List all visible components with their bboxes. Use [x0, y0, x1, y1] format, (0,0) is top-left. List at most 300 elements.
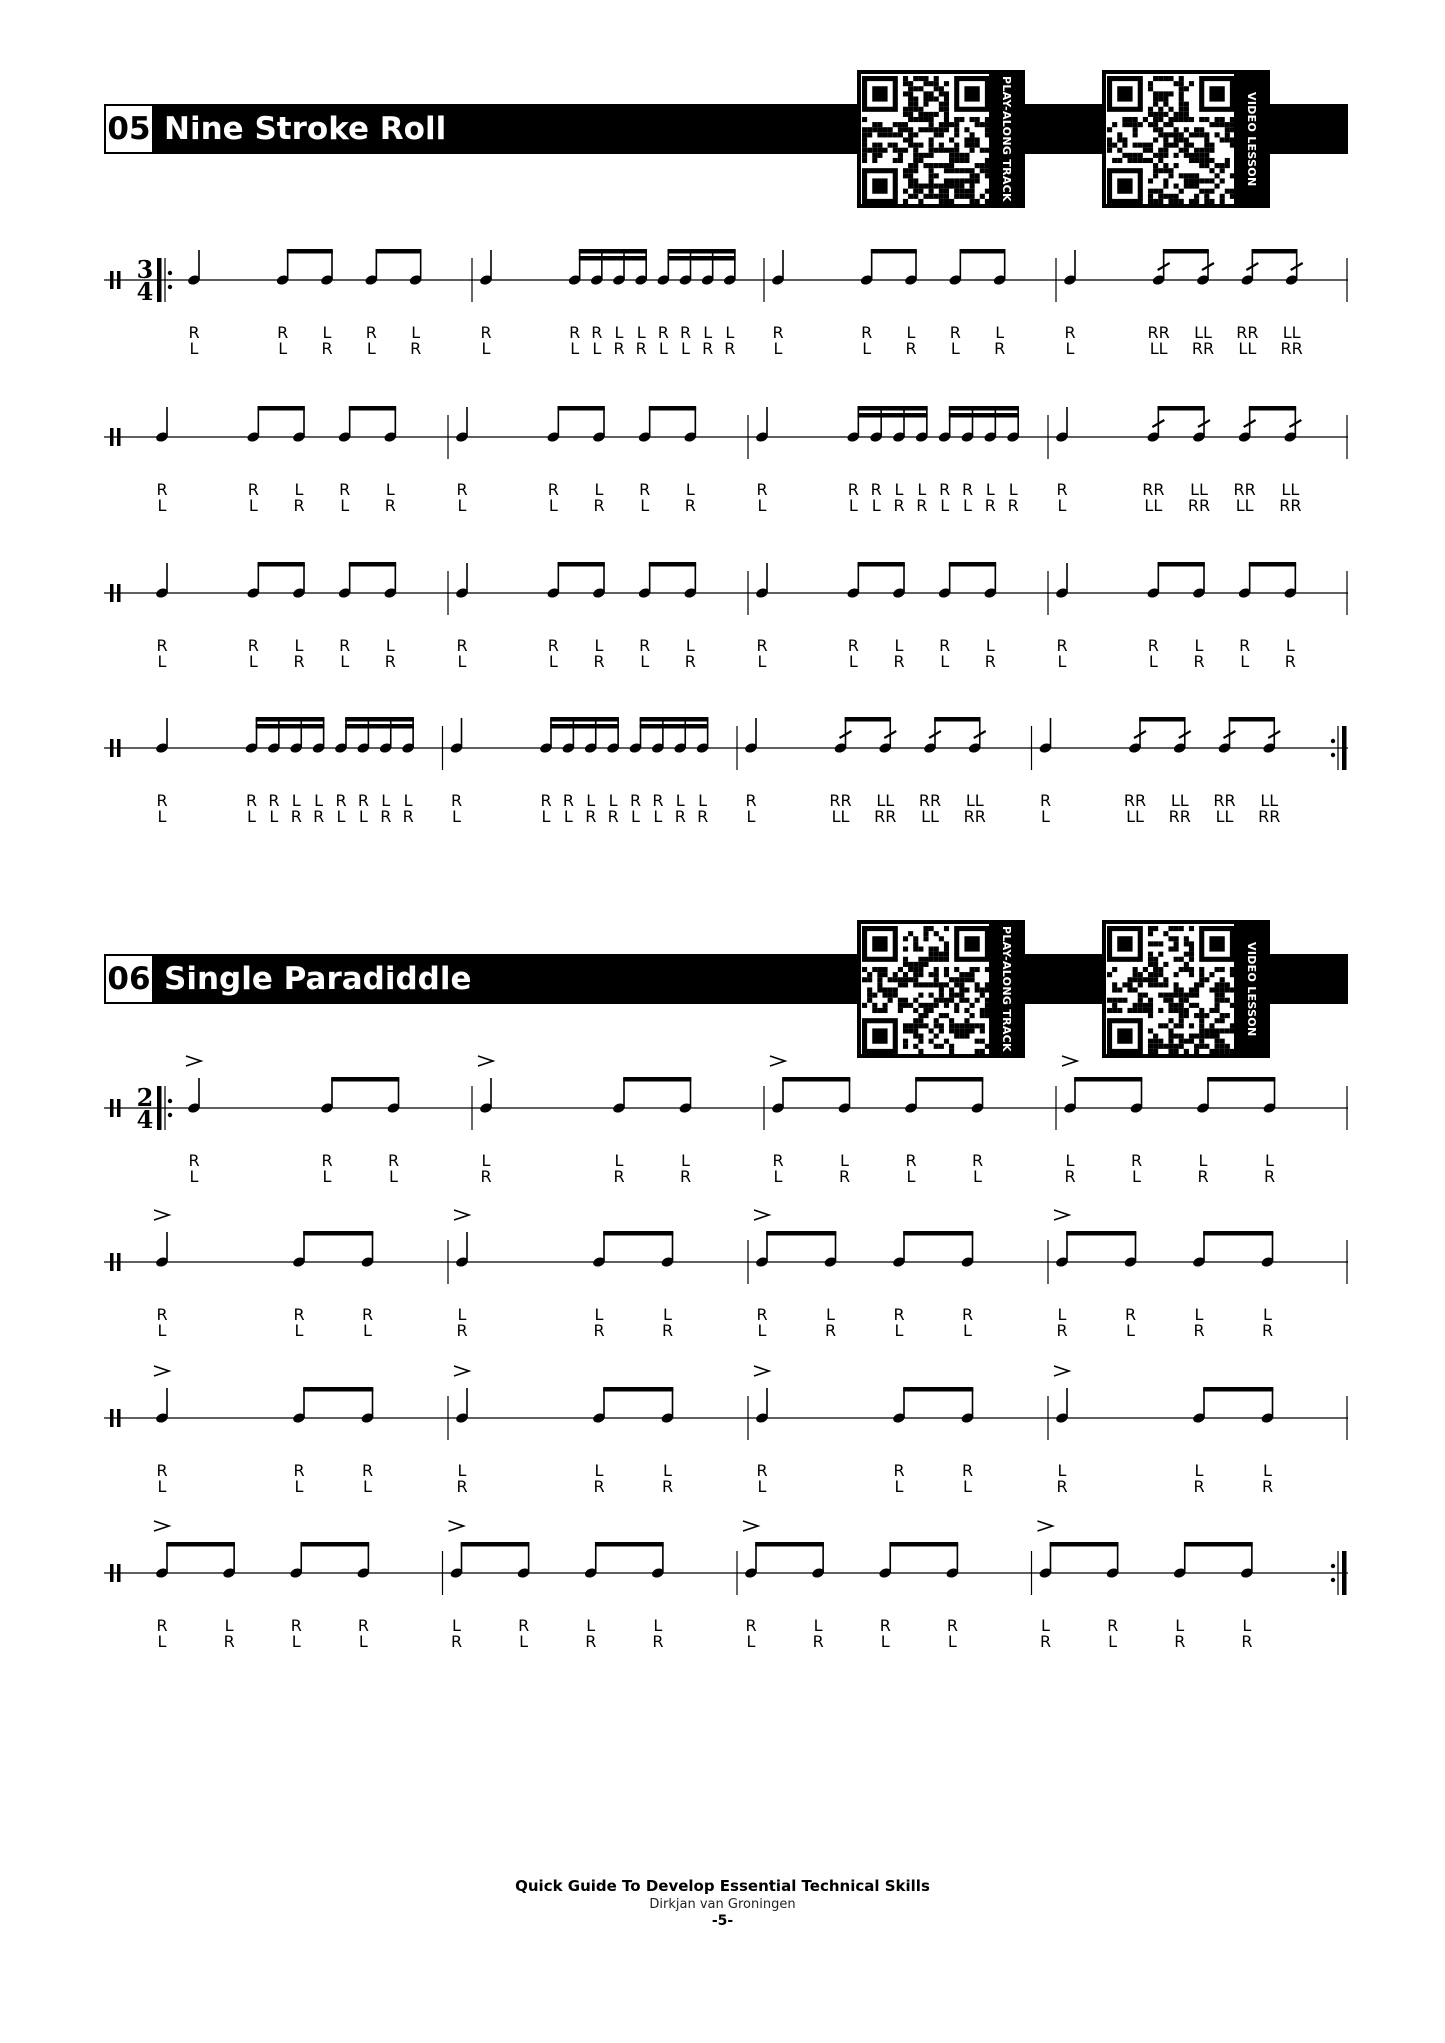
beam	[258, 562, 305, 567]
qr-module	[877, 967, 882, 972]
sticking-top: R	[1056, 636, 1068, 655]
sticking-top: L	[1175, 1616, 1185, 1635]
qr-module	[903, 1044, 908, 1049]
qr-module	[1174, 987, 1179, 992]
qr-module	[918, 1018, 923, 1023]
sticking-top: L	[681, 1151, 690, 1170]
video-lesson-qr[interactable]	[1102, 70, 1270, 208]
qr-module	[985, 189, 989, 194]
qr-module	[1184, 153, 1189, 158]
sticking-top: RR	[1142, 480, 1165, 499]
sticking-top: R	[518, 1616, 530, 1635]
qr-module	[934, 952, 939, 957]
qr-module	[1220, 168, 1225, 173]
footer-author: Dirkjan van Groningen	[649, 1897, 796, 1912]
qr-module	[908, 81, 913, 86]
qr-module	[913, 967, 918, 972]
sticking-bottom: R	[480, 1167, 492, 1186]
note	[454, 1366, 469, 1496]
note	[154, 1210, 169, 1340]
qr-module	[929, 178, 934, 183]
note	[338, 563, 352, 671]
qr-module	[964, 137, 969, 142]
qr-module	[1158, 96, 1163, 101]
qr-module	[888, 132, 893, 137]
qr-module	[1199, 189, 1204, 194]
sticking-top: R	[939, 636, 951, 655]
qr-module	[944, 967, 949, 972]
qr-module	[1215, 122, 1220, 127]
qr-module	[867, 148, 872, 153]
qr-module	[1184, 941, 1189, 946]
sticking-top: R	[245, 791, 258, 810]
sticking-top: LL	[1190, 480, 1208, 499]
qr-module	[898, 148, 903, 153]
note	[454, 1210, 469, 1340]
qr-module	[985, 967, 989, 972]
sticking-bottom: R	[702, 339, 714, 358]
beam	[603, 1231, 673, 1236]
qr-module	[867, 993, 872, 998]
qr-module	[964, 1018, 969, 1023]
note	[320, 1078, 334, 1186]
note	[904, 1078, 918, 1186]
beam-secondary	[668, 256, 736, 261]
note	[771, 250, 785, 358]
sticking-bottom: L	[363, 1321, 372, 1340]
qr-module	[1163, 184, 1168, 189]
sticking-bottom: L	[640, 652, 650, 671]
note	[1062, 1056, 1077, 1186]
sticking-top: R	[156, 791, 168, 810]
sticking-bottom: RR	[1258, 807, 1281, 826]
qr-module	[1220, 163, 1225, 168]
note	[919, 718, 941, 826]
qr-module	[1163, 137, 1168, 142]
qr-module	[1179, 957, 1184, 962]
qr-module	[954, 143, 959, 148]
beam-secondary	[579, 256, 647, 261]
sticking-top: R	[961, 1461, 974, 1480]
qr-module	[1194, 194, 1199, 199]
qr-module	[939, 189, 944, 194]
percussion-clef	[117, 584, 121, 602]
qr-module	[872, 158, 877, 163]
qr-module	[949, 1018, 954, 1023]
qr-module	[959, 982, 964, 987]
qr-module	[1225, 189, 1230, 194]
qr-module	[913, 158, 918, 163]
percussion-clef	[117, 739, 121, 757]
qr-module	[1148, 158, 1153, 163]
note	[1262, 1078, 1276, 1186]
qr-module	[949, 1044, 954, 1049]
note	[155, 563, 169, 671]
qr-label: VIDEO LESSON	[1245, 941, 1258, 1037]
qr-module	[1163, 178, 1168, 183]
note	[656, 250, 670, 358]
note	[1169, 718, 1191, 826]
qr-module	[1117, 987, 1122, 992]
sticking-top: R	[361, 1461, 374, 1480]
percussion-clef	[117, 1253, 121, 1271]
note	[292, 1388, 306, 1496]
qr-module	[929, 96, 934, 101]
beam-secondary	[949, 413, 1019, 418]
note	[1038, 1521, 1053, 1651]
qr-module	[867, 972, 872, 977]
qr-module	[1174, 137, 1179, 142]
note	[592, 1232, 606, 1340]
qr-module	[1168, 1008, 1173, 1013]
qr-module	[964, 153, 969, 158]
qr-finder	[872, 86, 887, 101]
beam	[349, 406, 396, 411]
qr-module	[944, 1039, 949, 1044]
sticking-bottom: L	[906, 1167, 916, 1186]
qr-module	[975, 987, 980, 992]
sticking-bottom: R	[585, 807, 597, 826]
qr-module	[1133, 977, 1138, 982]
qr-module	[1153, 117, 1158, 122]
qr-module	[980, 1008, 985, 1013]
qr-module	[1148, 941, 1153, 946]
qr-label: PLAY-ALONG TRACK	[1000, 926, 1013, 1052]
qr-module	[1189, 132, 1194, 137]
sticking-bottom: L	[746, 807, 756, 826]
sticking-bottom: R	[456, 1321, 468, 1340]
qr-module	[939, 936, 944, 941]
qr-module	[862, 117, 867, 122]
qr-module	[1204, 1028, 1209, 1033]
beam	[349, 562, 396, 567]
sticking-bottom: R	[1261, 1477, 1274, 1496]
qr-module	[964, 143, 969, 148]
sticking-bottom: L	[848, 652, 858, 671]
qr-module	[1220, 987, 1225, 992]
qr-module	[1117, 137, 1122, 142]
qr-module	[1168, 173, 1173, 178]
qr-module	[908, 143, 913, 148]
sticking-top: L	[894, 636, 904, 655]
qr-module	[1153, 926, 1158, 931]
note	[823, 1232, 837, 1340]
beam	[595, 1542, 664, 1547]
qr-module	[1230, 967, 1234, 972]
qr-module	[1184, 137, 1189, 142]
qr-module	[908, 194, 913, 199]
qr-module	[944, 184, 949, 189]
qr-module	[903, 127, 908, 132]
sticking-top: R	[450, 791, 463, 810]
qr-module	[929, 163, 934, 168]
qr-module	[1107, 1008, 1112, 1013]
qr-module	[970, 168, 975, 173]
sticking-bottom: R	[838, 1167, 851, 1186]
qr-module	[1174, 972, 1179, 977]
sticking-bottom: L	[157, 807, 167, 826]
qr-module	[1199, 178, 1204, 183]
qr-module	[913, 1044, 918, 1049]
qr-module	[1148, 952, 1153, 957]
qr-module	[1179, 998, 1184, 1003]
sticking-top: R	[893, 1461, 905, 1480]
note	[1129, 1078, 1143, 1186]
qr-module	[939, 194, 944, 199]
qr-module	[1199, 153, 1204, 158]
note	[915, 407, 929, 515]
beam	[755, 1542, 824, 1547]
qr-module	[929, 1039, 934, 1044]
qr-module	[985, 987, 989, 992]
qr-module	[877, 977, 882, 982]
qr-module	[1199, 148, 1204, 153]
qr-module	[1143, 148, 1148, 153]
qr-module	[944, 127, 949, 132]
qr-module	[934, 1034, 939, 1039]
qr-module	[970, 143, 975, 148]
note	[244, 718, 258, 826]
qr-module	[1215, 1008, 1220, 1013]
repeat-end-thick	[1342, 726, 1347, 770]
qr-module	[1174, 117, 1179, 122]
qr-module	[1153, 967, 1158, 972]
note	[246, 563, 260, 671]
qr-module	[1220, 982, 1225, 987]
qr-module	[954, 132, 959, 137]
qr-module	[985, 117, 989, 122]
sticking-bottom: L	[757, 1321, 767, 1340]
qr-module	[975, 998, 980, 1003]
sticking-bottom: R	[402, 807, 414, 826]
qr-module	[1194, 184, 1199, 189]
note	[1283, 563, 1297, 671]
qr-module	[964, 127, 969, 132]
qr-module	[970, 184, 975, 189]
qr-module	[1168, 1018, 1173, 1023]
qr-module	[944, 194, 949, 199]
qr-module	[908, 1028, 913, 1033]
beam-secondary	[550, 724, 619, 729]
qr-module	[903, 168, 908, 173]
note	[860, 250, 874, 358]
accent-mark	[454, 1210, 469, 1220]
qr-module	[1112, 998, 1117, 1003]
qr-module	[1215, 1018, 1220, 1023]
qr-module	[1179, 926, 1184, 931]
qr-module	[1194, 993, 1199, 998]
qr-module	[1189, 158, 1194, 163]
qr-module	[1158, 972, 1163, 977]
qr-module	[1163, 148, 1168, 153]
sticking-top: R	[652, 791, 664, 810]
sticking-bottom: L	[940, 652, 950, 671]
qr-module	[939, 1044, 944, 1049]
qr-module	[862, 143, 867, 148]
accent-mark	[154, 1366, 169, 1376]
sticking-top: L	[481, 1151, 491, 1170]
sticking-bottom: L	[658, 339, 668, 358]
qr-module	[954, 117, 959, 122]
qr-module	[1189, 1034, 1194, 1039]
qr-module	[893, 148, 898, 153]
qr-module	[1138, 972, 1143, 977]
note	[1006, 407, 1020, 515]
qr-module	[1148, 178, 1153, 183]
qr-module	[1163, 977, 1168, 982]
qr-module	[985, 163, 989, 168]
note	[568, 250, 582, 358]
sticking-bottom: RR	[1191, 339, 1215, 358]
qr-module	[898, 998, 903, 1003]
qr-module	[1138, 1008, 1143, 1013]
sticking-bottom: L	[973, 1167, 982, 1186]
sticking-top: L	[1265, 1151, 1274, 1170]
qr-module	[898, 967, 903, 972]
qr-module	[918, 962, 923, 967]
qr-module	[913, 1028, 918, 1033]
qr-module	[959, 168, 964, 173]
qr-module	[970, 178, 975, 183]
qr-module	[1127, 158, 1132, 163]
qr-module	[918, 112, 923, 117]
qr-module	[929, 184, 934, 189]
video-lesson-qr[interactable]	[1102, 920, 1270, 1058]
sticking-top: L	[675, 791, 685, 810]
qr-module	[939, 952, 944, 957]
qr-module	[985, 982, 989, 987]
qr-module	[908, 132, 913, 137]
qr-module	[1163, 122, 1168, 127]
sticking-top: L	[385, 480, 395, 499]
qr-module	[1204, 1013, 1209, 1018]
play-along-track-qr[interactable]	[857, 920, 1025, 1058]
qr-module	[975, 199, 980, 204]
qr-module	[1184, 1013, 1189, 1018]
sticking-bottom: RR	[1280, 339, 1303, 358]
qr-module	[980, 1028, 985, 1033]
sticking-top: L	[457, 1305, 467, 1324]
qr-module	[1153, 199, 1158, 204]
accent-mark	[186, 1056, 201, 1066]
sticking-top: R	[1130, 1151, 1143, 1170]
sticking-top: R	[456, 480, 468, 499]
qr-module	[1189, 153, 1194, 158]
percussion-clef	[110, 1253, 114, 1271]
note	[743, 1521, 758, 1651]
qr-module	[1204, 163, 1209, 168]
qr-module	[893, 977, 898, 982]
qr-module	[1148, 194, 1153, 199]
sticking-top: L	[917, 480, 927, 499]
note	[155, 718, 169, 826]
qr-module	[862, 137, 867, 142]
qr-module	[975, 143, 980, 148]
sticking-bottom: L	[247, 807, 256, 826]
qr-module	[1220, 998, 1225, 1003]
qr-module	[1174, 153, 1179, 158]
qr-module	[913, 1008, 918, 1013]
qr-module	[929, 81, 934, 86]
accent-mark	[754, 1210, 769, 1220]
qr-finder	[1117, 86, 1132, 101]
qr-module	[918, 189, 923, 194]
qr-module	[908, 112, 913, 117]
sticking-bottom: L	[894, 1477, 904, 1496]
qr-module	[929, 957, 934, 962]
qr-module	[918, 1034, 923, 1039]
qr-module	[959, 158, 964, 163]
qr-module	[929, 1003, 934, 1008]
qr-module	[1174, 1008, 1179, 1013]
sticking-top: L	[586, 1616, 596, 1635]
sticking-top: RR	[829, 791, 852, 810]
accent-mark	[154, 1210, 169, 1220]
qr-module	[1179, 967, 1184, 972]
qr-module	[944, 982, 949, 987]
qr-module	[1158, 1044, 1163, 1049]
qr-module	[985, 127, 989, 132]
note	[1192, 1388, 1206, 1496]
qr-module	[1174, 81, 1179, 86]
qr-module	[1168, 107, 1173, 112]
percussion-clef	[117, 428, 121, 446]
sticking-top: R	[772, 323, 784, 342]
qr-module	[929, 926, 934, 931]
qr-module	[939, 127, 944, 132]
qr-module	[1215, 998, 1220, 1003]
sticking-bottom: R	[593, 1477, 605, 1496]
qr-module	[1184, 148, 1189, 153]
qr-module	[939, 1028, 944, 1033]
qr-module	[1179, 1039, 1184, 1044]
qr-module	[980, 987, 985, 992]
sticking-top: R	[480, 323, 492, 342]
qr-module	[862, 127, 867, 132]
sticking-bottom: L	[452, 807, 461, 826]
sticking-top: L	[294, 636, 304, 655]
beam	[782, 1077, 850, 1082]
qr-module	[959, 972, 964, 977]
qr-module	[923, 1023, 928, 1028]
qr-module	[913, 163, 918, 168]
qr-module	[1209, 1049, 1214, 1054]
qr-module	[1209, 178, 1214, 183]
qr-module	[1230, 127, 1234, 132]
note	[829, 718, 851, 826]
qr-module	[1163, 1044, 1168, 1049]
sticking-top: LL	[1260, 791, 1279, 810]
qr-module	[934, 173, 939, 178]
sticking-bottom: R	[905, 339, 917, 358]
qr-module	[1127, 977, 1132, 982]
beam	[1139, 717, 1185, 722]
sticking-top: R	[293, 1305, 305, 1324]
qr-module	[918, 1023, 923, 1028]
note	[311, 718, 325, 826]
qr-module	[1168, 122, 1173, 127]
play-along-track-qr[interactable]	[857, 70, 1025, 208]
note	[546, 407, 560, 515]
qr-module	[944, 1003, 949, 1008]
sticking-bottom: R	[1174, 1632, 1186, 1651]
qr-module	[1122, 982, 1127, 987]
qr-module	[1174, 1003, 1179, 1008]
note	[1240, 1543, 1254, 1651]
qr-module	[872, 122, 877, 127]
qr-module	[939, 148, 944, 153]
sticking-top: R	[321, 1151, 333, 1170]
